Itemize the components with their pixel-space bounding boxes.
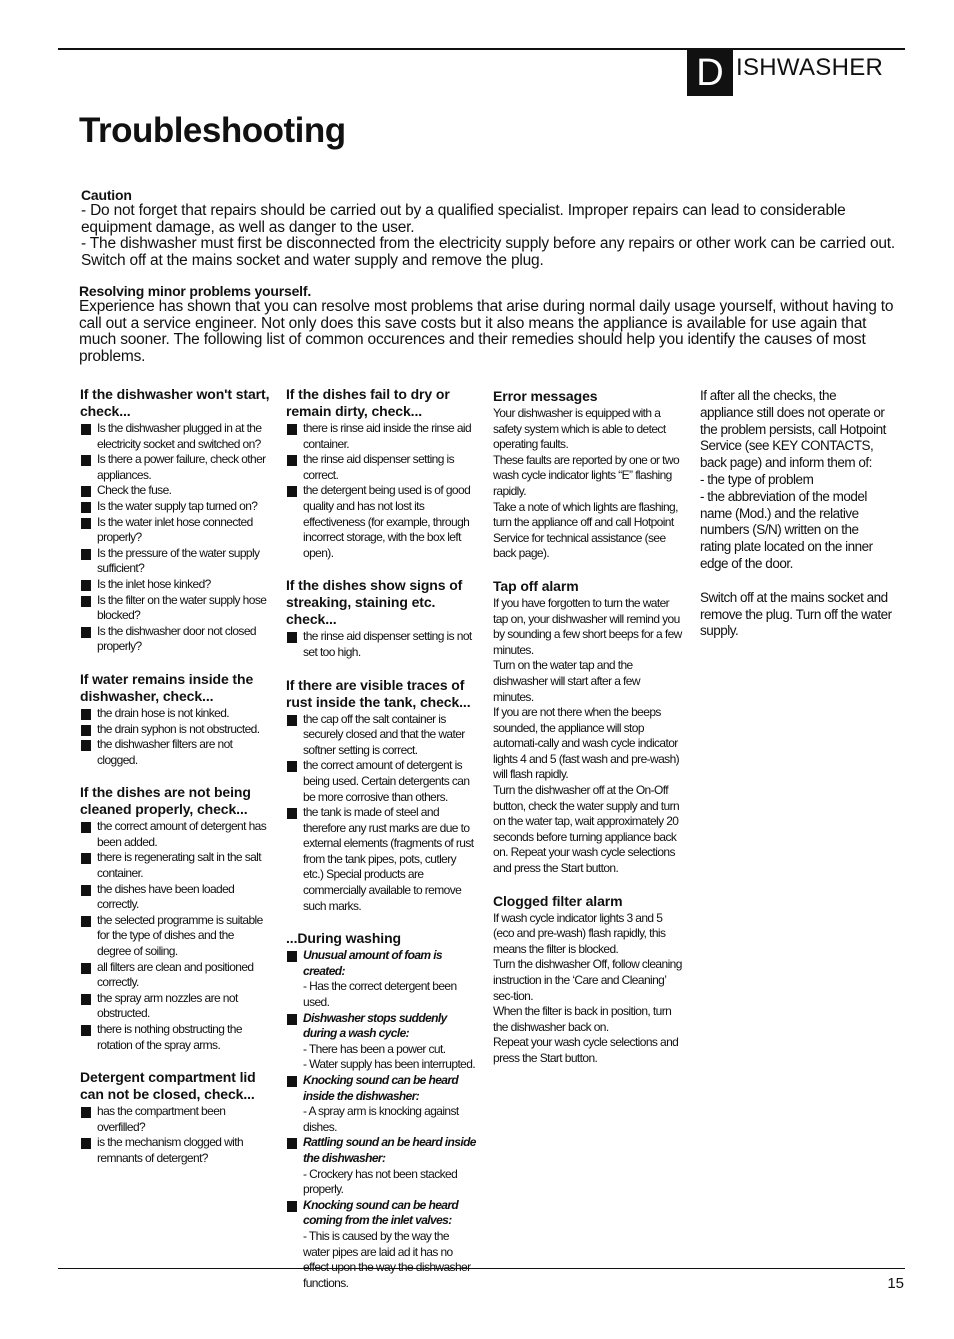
resolving-paragraph: Experience has shown that you can resolve most problems that arise during normal daily usage yourself, without having to call out a service engineer. Not only does this save costs but it also means the appliance is available for use again that much sooner. The following list of common occurences and their remedies should help you identify the causes of most problems. (79, 298, 894, 365)
block-heading: Tap off alarm (493, 577, 579, 594)
square-bullet-icon (81, 455, 91, 466)
check-item: the cap off the salt container is securely closed and that the water softner setting is correct. (286, 712, 476, 759)
check-item: there is nothing obstructing the rotation of the spray arms. (80, 1022, 270, 1053)
block-heading: If the dishes are not being cleaned properly, check... (80, 784, 251, 818)
square-bullet-icon (81, 885, 91, 896)
block-heading: If the dishes show signs of streaking, staining etc. check... (286, 577, 463, 628)
block-heading: Error messages (493, 388, 598, 404)
paragraph: If you are not there when the beeps sounded, the appliance will stop automati-cally and wash cycle indicator lights 4 and 5 (fast wash and pre-wash) will flash rapidly. (493, 705, 680, 782)
check-item: the selected programme is suitable for the type of dishes and the degree of soiling. (80, 913, 270, 960)
square-bullet-icon (81, 1025, 91, 1036)
square-bullet-icon (81, 740, 91, 751)
square-bullet-icon (287, 1076, 297, 1087)
symptom-item: Dishwasher stops suddenly during a wash cycle: (286, 1011, 476, 1042)
square-bullet-icon (81, 1107, 91, 1118)
clogged-filter-alarm-block (493, 893, 683, 1067)
square-bullet-icon (81, 627, 91, 638)
square-bullet-icon (81, 424, 91, 435)
square-bullet-icon (81, 725, 91, 736)
symptom-item: Knocking sound can be heard inside the dishwasher: (286, 1073, 476, 1104)
section-header (687, 50, 883, 96)
square-bullet-icon (81, 580, 91, 591)
check-item: there is regenerating salt in the salt container. (80, 850, 270, 881)
square-bullet-icon (81, 963, 91, 974)
square-bullet-icon (287, 424, 297, 435)
paragraph: When the filter is back in position, turn the dishwasher back on. (493, 1004, 672, 1034)
check-item: Is the water supply tap turned on? (80, 499, 270, 515)
symptom-item: Rattling sound an be heard inside the dishwasher: (286, 1135, 476, 1166)
paragraph: If you have forgotten to turn the water tap on, your dishwasher will remind you by sounding a few short beeps for a few minutes. (493, 595, 682, 657)
check-item: the detergent being used is of good quality and has not lost its effectiveness (for example, through incorrect storage, with the box left open). (286, 483, 476, 561)
switch-off-paragraph: Switch off at the mains socket and remove the plug. Turn off the water supply. (700, 589, 892, 639)
column-4 (700, 388, 892, 640)
remedy-line: - There has been a power cut. (303, 1041, 446, 1056)
check-item: the drain syphon is not obstructed. (80, 722, 270, 738)
caution-heading: Caution (81, 187, 132, 203)
check-item: Is the filter on the water supply hose blocked? (80, 593, 270, 624)
section-title: ISHWASHER (736, 54, 884, 81)
service-paragraph: - the abbreviation of the model name (Mod.) and the relative numbers (S/N) written on the rating plate located on the inner edge of the door. (700, 488, 873, 571)
check-item: there is rinse aid inside the rinse aid container. (286, 421, 476, 452)
check-item: has the compartment been overfilled? (80, 1104, 270, 1135)
square-bullet-icon (81, 1138, 91, 1149)
square-bullet-icon (287, 761, 297, 772)
block-heading: Clogged filter alarm (493, 892, 623, 909)
square-bullet-icon (287, 632, 297, 643)
wont-start-block (80, 386, 270, 655)
not-cleaned-block (80, 784, 270, 1053)
paragraph: These faults are reported by one or two wash cycle indicator lights “E” flashing rapidly. (493, 452, 680, 498)
check-item: Check the fuse. (80, 483, 270, 499)
column-2 (286, 386, 476, 1307)
paragraph: Turn the dishwasher off at the On-Off button, check the water supply and turn on the water tap, wait approximately 20 seconds before turning appliance back on. Repeat your wash cycle selections and press the Start button. (493, 783, 680, 876)
check-item: the dishes have been loaded correctly. (80, 882, 270, 913)
square-bullet-icon (81, 709, 91, 720)
square-bullet-icon (81, 822, 91, 833)
caution-paragraph: - The dishwasher must first be disconnected from the electricity supply before any repairs or other work can be carried out. Switch off at the mains socket and water supply and remove the plug. (81, 235, 896, 269)
check-item: all filters are clean and positioned correctly. (80, 960, 270, 991)
square-bullet-icon (287, 1138, 297, 1149)
rust-block (286, 677, 476, 915)
check-item: Is the dishwasher door not closed properly? (80, 624, 270, 655)
section-initial: D (687, 50, 733, 96)
paragraph: Turn the dishwasher Off, follow cleaning instruction in the ‘Care and Cleaning’ sec-tion. (493, 957, 682, 1003)
block-heading: If the dishes fail to dry or remain dirty, check... (286, 386, 450, 419)
remedy-line: - A spray arm is knocking against dishes. (303, 1104, 459, 1134)
paragraph: Your dishwasher is equipped with a safety system which is able to detect operating faults. (493, 406, 666, 452)
resolving-heading: Resolving minor problems yourself. (79, 283, 312, 299)
square-bullet-icon (81, 486, 91, 497)
tap-off-alarm-block (493, 578, 683, 877)
square-bullet-icon (81, 916, 91, 927)
check-item: the drain hose is not kinked. (80, 706, 270, 722)
check-item: the dishwasher filters are not clogged. (80, 737, 270, 768)
fail-to-dry-block (286, 386, 476, 561)
square-bullet-icon (287, 1201, 297, 1212)
caution-section (81, 187, 896, 269)
page-title: Troubleshooting (79, 111, 346, 150)
remedy-line: - Water supply has been interrupted. (303, 1057, 476, 1072)
check-item: the rinse aid dispenser setting is not set too high. (286, 629, 476, 660)
symptom-item: Knocking sound can be heard coming from the inlet valves: (286, 1198, 476, 1229)
remedy-line: - Has the correct detergent been used. (303, 979, 457, 1010)
check-item: Is the inlet hose kinked? (80, 577, 270, 593)
block-heading: If the dishwasher won't start, check... (80, 386, 270, 419)
check-item: is the mechanism clogged with remnants of detergent? (80, 1135, 270, 1166)
check-item: the spray arm nozzles are not obstructed. (80, 991, 270, 1022)
water-remains-block (80, 671, 270, 768)
check-item: the correct amount of detergent has been added. (80, 819, 270, 850)
streaking-block (286, 577, 476, 660)
paragraph: If wash cycle indicator lights 3 and 5 (eco and pre-wash) flash rapidly, this means the filter is blocked. (493, 910, 666, 956)
resolving-section (79, 283, 894, 365)
error-messages-block (493, 388, 683, 562)
block-heading: Detergent compartment lid can not be closed, check... (80, 1069, 256, 1103)
square-bullet-icon (81, 994, 91, 1005)
symptom-item: Unusual amount of foam is created: (286, 948, 476, 979)
square-bullet-icon (81, 518, 91, 529)
square-bullet-icon (287, 808, 297, 819)
square-bullet-icon (287, 1014, 297, 1025)
during-washing-block (286, 930, 476, 1291)
square-bullet-icon (81, 596, 91, 607)
remedy-line: - Crockery has not been stacked properly. (303, 1166, 458, 1197)
check-item: the rinse aid dispenser setting is correct. (286, 452, 476, 483)
square-bullet-icon (287, 455, 297, 466)
paragraph: Turn on the water tap and the dishwasher will start after a few minutes. (493, 658, 640, 704)
square-bullet-icon (287, 951, 297, 962)
check-item: Is the water inlet hose connected properly? (80, 515, 270, 546)
block-heading: If there are visible traces of rust inside the tank, check... (286, 676, 471, 710)
detergent-lid-block (80, 1069, 270, 1166)
paragraph: Take a note of which lights are flashing, turn the appliance off and call Hotpoint Service for technical assistance (see back page). (493, 499, 678, 561)
page-number: 15 (887, 1275, 904, 1292)
check-item: Is the pressure of the water supply sufficient? (80, 546, 270, 577)
remedy-line: - This is caused by the way the water pipes are laid ad it has no functions. (303, 1228, 453, 1290)
block-heading: ...During washing (286, 930, 401, 947)
column-3 (493, 388, 683, 1083)
paragraph: Repeat your wash cycle selections and press the Start button. (493, 1035, 679, 1065)
service-paragraph: - the type of problem (700, 471, 814, 487)
column-1 (80, 386, 270, 1183)
square-bullet-icon (287, 486, 297, 497)
check-item: the tank is made of steel and therefore any rust marks are due to external elements (fragments of rust from the tank pipes, pots, cutlery etc.) Special products are commercially available to remove such marks. (286, 805, 476, 914)
service-paragraph: If after all the checks, the appliance still does not operate or the problem persists, call Hotpoint Service (see KEY CONTACTS, back page) and inform them of: (700, 388, 886, 471)
check-item: the correct amount of detergent is being used. Certain detergents can be more corrosive than others. (286, 758, 476, 805)
caution-paragraph: - Do not forget that repairs should be carried out by a qualified specialist. Improper repairs can lead to considerable equipment damage, as well as danger to the user. (81, 202, 846, 236)
square-bullet-icon (81, 853, 91, 864)
square-bullet-icon (81, 502, 91, 513)
check-item: Is there a power failure, check other appliances. (80, 452, 270, 483)
bottom-rule (58, 1268, 905, 1269)
square-bullet-icon (81, 549, 91, 560)
block-heading: If water remains inside the dishwasher, check... (80, 670, 254, 704)
check-item: Is the dishwasher plugged in at the electricity socket and switched on? (80, 421, 270, 452)
square-bullet-icon (287, 715, 297, 726)
